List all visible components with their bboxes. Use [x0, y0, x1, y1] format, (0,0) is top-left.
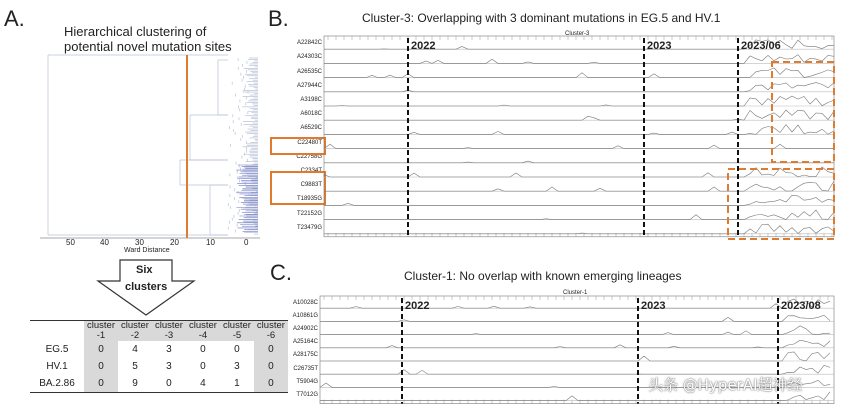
panel-b-letter: B.: [268, 6, 289, 31]
table-corner: [30, 321, 84, 341]
cluster-table: [30, 320, 288, 393]
table-cell: 0: [254, 341, 288, 358]
row-label: HV.1: [46, 361, 68, 372]
table-cell: 4: [132, 344, 138, 355]
highlight-label-box: [270, 171, 326, 205]
col-head: cluster -5: [220, 321, 254, 341]
table-cell: 0: [200, 361, 206, 372]
mutation-label: C9883T: [300, 182, 322, 189]
xtick-50: 50: [66, 238, 75, 247]
row-label: EG.5: [45, 344, 69, 355]
mutation-label: T18935G: [296, 196, 322, 203]
xtick-40: 40: [100, 238, 109, 247]
table-cell: 3: [234, 361, 240, 372]
table-cell: 0: [84, 341, 118, 358]
table-cell: 1: [234, 378, 240, 389]
year-label: 2023/06: [741, 40, 781, 52]
year-label: 2023: [641, 300, 666, 312]
mutation-label: A6018C: [300, 111, 322, 118]
panel-c-letter: C.: [270, 260, 292, 285]
mutation-label: A24303C: [296, 54, 322, 61]
table-row: [30, 341, 288, 358]
mutation-label: A25164C: [292, 339, 318, 346]
panel-c-subtitle: Cluster-1: [563, 290, 588, 296]
year-label: 2022: [405, 300, 430, 312]
col-head: cluster -6: [254, 321, 288, 341]
year-label: 2022: [411, 40, 436, 52]
mutation-label: C22758G: [296, 153, 322, 160]
dendrogram: [40, 55, 270, 245]
col-head: cluster -3: [152, 321, 186, 341]
panel-c-mutation-labels: [270, 296, 318, 406]
mutation-label: A10861G: [292, 312, 318, 319]
table-cell: 0: [254, 375, 288, 392]
table-row: [30, 358, 288, 375]
mutation-label: C22480T: [297, 139, 322, 146]
col-head: cluster -2: [118, 321, 152, 341]
table-cell: 0: [166, 378, 172, 389]
arrow-label-clusters: clusters: [125, 281, 168, 293]
dendrogram-xaxis-label: Ward Distance: [124, 247, 170, 254]
table-cell: 0: [84, 375, 118, 392]
mutation-label: A26535C: [296, 68, 322, 75]
year-label: 2023/08: [781, 300, 821, 312]
mutation-label: A3198C: [300, 96, 322, 103]
watermark: 头条 @HyperAI超神经: [648, 376, 803, 394]
table-cell: 0: [254, 358, 288, 375]
mutation-label: A24902C: [292, 326, 318, 332]
arrow-label-six: Six: [136, 264, 153, 276]
panel-b-title: Cluster-3: Overlapping with 3 dominant mutations in EG.5 and HV.1: [362, 11, 721, 25]
table-cell: 5: [132, 361, 138, 372]
panel-c-title: Cluster-1: No overlap with known emerging lineages: [404, 269, 682, 283]
xtick-30: 30: [135, 238, 144, 247]
table-cell: 9: [132, 378, 138, 389]
mutation-label: T23479G: [296, 224, 322, 231]
mutation-label: C2334T: [300, 167, 322, 174]
highlight-box: [772, 62, 834, 162]
panel-a-title-line2: potential novel mutation sites: [64, 39, 232, 54]
table-cell: 3: [166, 344, 172, 355]
mutation-label: T5904G: [296, 378, 318, 385]
table-cell: 0: [84, 358, 118, 375]
mutation-label: C26735T: [293, 365, 318, 372]
xtick-20: 20: [170, 238, 179, 247]
highlight-box: [728, 169, 834, 239]
mutation-label: A6529C: [300, 125, 322, 132]
year-label: 2023: [647, 40, 672, 52]
panel-b-subtitle: Cluster-3: [565, 31, 590, 37]
mutation-label: T22152G: [296, 210, 322, 217]
mutation-label: T7012G: [296, 392, 318, 398]
col-head: cluster -4: [186, 321, 220, 341]
table-row: [30, 375, 288, 392]
mutation-label: A10028C: [292, 299, 318, 306]
table-cell: 3: [166, 361, 172, 372]
col-head: cluster -1: [84, 321, 118, 341]
panel-b-timeseries: [324, 36, 840, 240]
table-cell: 4: [200, 378, 206, 389]
xtick-10: 10: [206, 238, 215, 247]
mutation-label: A28175C: [292, 352, 318, 359]
mutation-label: A22842C: [296, 40, 322, 47]
panel-a-title-line1: Hierarchical clustering of: [64, 24, 207, 39]
highlight-label-box: [270, 137, 326, 155]
table-cell: 0: [234, 344, 240, 355]
table-cell: 0: [200, 344, 206, 355]
xtick-0: 0: [244, 238, 249, 247]
panel-b-mutation-labels: [270, 36, 322, 236]
row-label: BA.2.86: [39, 378, 75, 389]
mutation-label: A27944C: [296, 82, 322, 89]
panel-a-letter: A.: [4, 6, 25, 31]
